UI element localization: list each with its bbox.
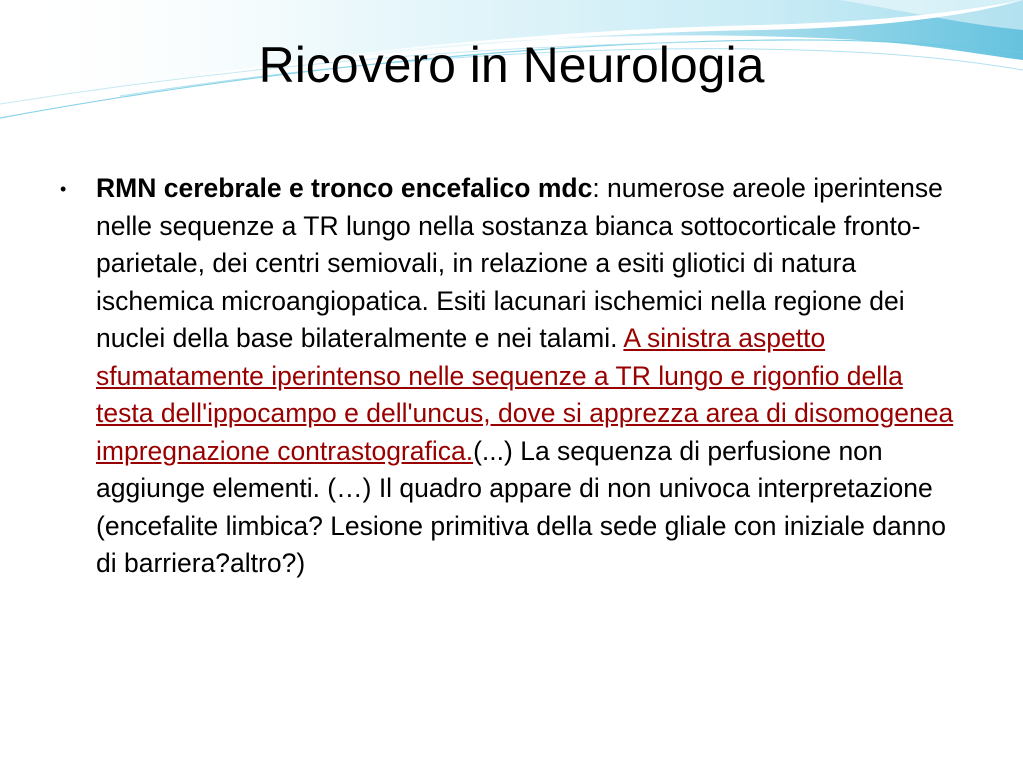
bullet-paragraph bbox=[96, 170, 966, 583]
bullet-dot-icon: • bbox=[60, 179, 67, 199]
bullet-text-part-1: : numerose areole iperintense nelle sequenze a TR lungo nella sostanza bianca sottocorticale fronto-parietale, dei centri semiovali, in relazione a esiti gliotici di natura ischemica microangiopatica. Esiti lacunari ischemici nella regione dei nuclei della base bilateralmente e nei talami. bbox=[96, 173, 943, 353]
findings-link[interactable]: A sinistra aspetto sfumatamente iperintenso nelle sequenze a TR lungo e rigonfio della testa dell'ippocampo e dell'uncus, dove si apprezza area di disomogenea impregnazione contrastografica. bbox=[96, 323, 954, 466]
bullet-text-part-2: (...) La sequenza di perfusione non aggiunge elementi. (…) Il quadro appare di non univoca interpretazione (encefalite limbica? Lesione primitiva della sede gliale con iniziale danno di barriera?altro?) bbox=[96, 435, 946, 578]
slide-body bbox=[60, 170, 980, 583]
bullet-item bbox=[60, 170, 980, 583]
slide-title: Ricovero in Neurologia bbox=[258, 37, 765, 93]
bullet-lead-bold: RMN cerebrale e tronco encefalico mdc bbox=[96, 173, 593, 203]
